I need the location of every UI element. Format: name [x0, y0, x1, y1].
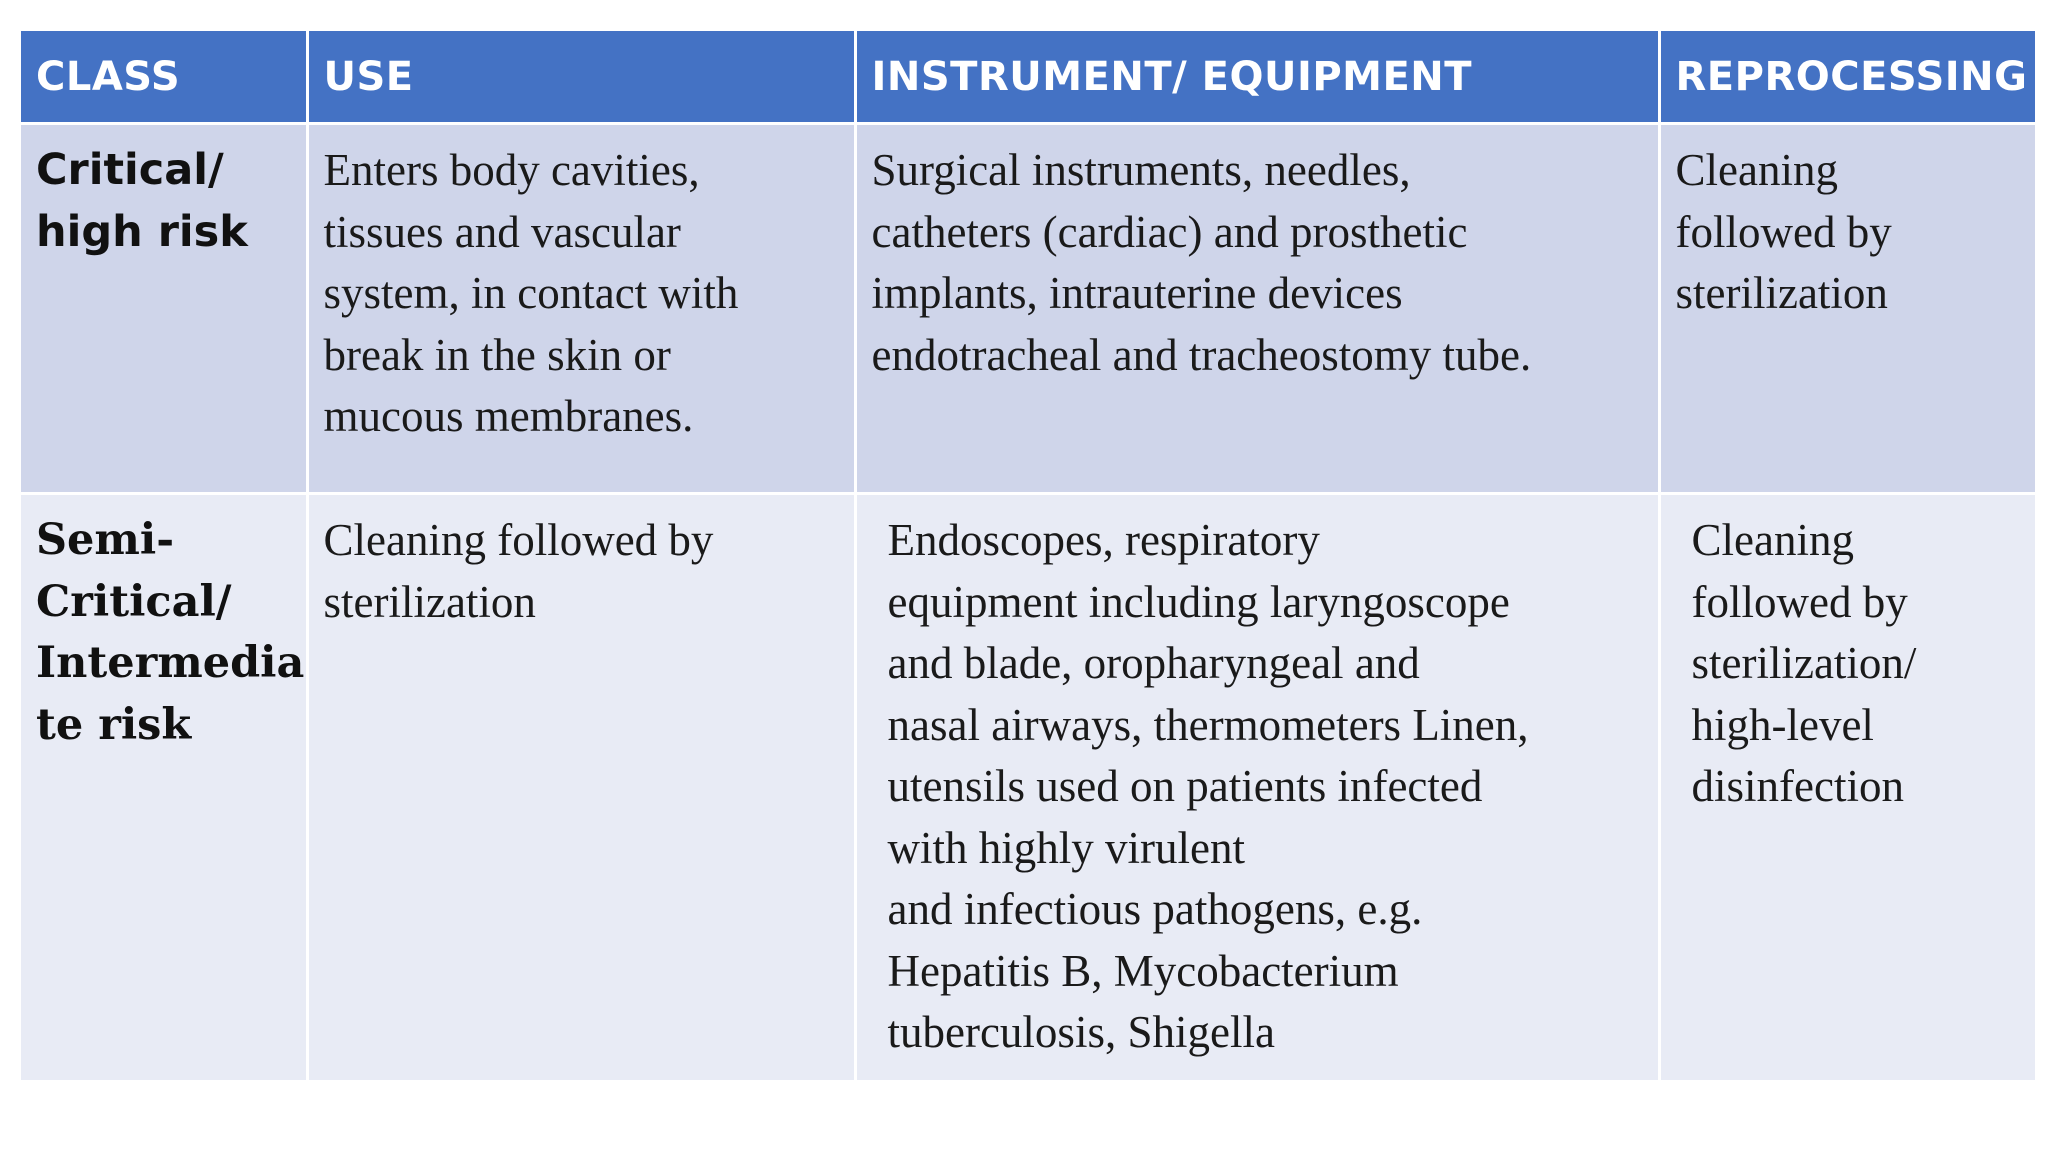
- reprocessing-line: followed by: [1691, 576, 1908, 627]
- table-header-row: [21, 31, 2035, 124]
- class-line: Critical/: [36, 576, 232, 627]
- use-line: break in the skin or: [323, 329, 671, 380]
- instrument-cell: [855, 494, 1659, 1082]
- use-line: Cleaning followed by: [323, 515, 714, 565]
- use-line: tissues and vascular: [323, 206, 681, 257]
- class-cell: [21, 124, 307, 494]
- table-row-semi-critical: [21, 494, 2035, 1082]
- table-row-critical: [21, 124, 2035, 494]
- class-line: Critical/: [36, 145, 224, 195]
- spaulding-classification-table: [21, 31, 2035, 1083]
- use-line: sterilization: [323, 576, 536, 627]
- use-line: system, in contact with: [323, 268, 739, 318]
- use-cell: [307, 494, 855, 1082]
- reprocessing-line: Cleaning: [1675, 145, 1838, 195]
- reprocessing-cell: [1659, 494, 2035, 1082]
- reprocessing-line: Cleaning: [1691, 515, 1854, 565]
- instrument-line: Endoscopes, respiratory: [887, 515, 1320, 565]
- class-cell: [21, 494, 307, 1082]
- instrument-line: implants, intrauterine devices: [871, 268, 1403, 318]
- header-use: USE: [307, 31, 855, 124]
- class-line: te risk: [36, 699, 192, 750]
- instrument-line: and blade, oropharyngeal and: [887, 638, 1420, 688]
- instrument-line: nasal airways, thermometers Linen,: [887, 699, 1529, 750]
- use-cell: [307, 124, 855, 494]
- instrument-line: Hepatitis B, Mycobacterium: [887, 945, 1399, 996]
- instrument-line: equipment including laryngoscope: [887, 576, 1510, 627]
- instrument-line: utensils used on patients infected: [887, 761, 1483, 811]
- instrument-cell: [855, 124, 1659, 494]
- header-class: CLASS: [21, 31, 307, 124]
- instrument-line: tuberculosis, Shigella: [887, 1007, 1275, 1057]
- header-reprocessing: REPROCESSING: [1659, 31, 2035, 124]
- reprocessing-line: high-level: [1691, 699, 1874, 750]
- instrument-line: catheters (cardiac) and prosthetic: [871, 206, 1468, 257]
- reprocessing-line: disinfection: [1691, 761, 1904, 811]
- reprocessing-cell: [1659, 124, 2035, 494]
- class-line: Semi-: [36, 515, 175, 565]
- reprocessing-line: sterilization: [1675, 268, 1888, 318]
- instrument-line: with highly virulent: [887, 822, 1245, 873]
- header-instrument-equipment: INSTRUMENT/ EQUIPMENT: [855, 31, 1659, 124]
- class-line: Intermedia: [36, 638, 305, 688]
- instrument-line: Surgical instruments, needles,: [871, 145, 1411, 195]
- instrument-line: and infectious pathogens, e.g.: [887, 884, 1423, 934]
- use-line: mucous membranes.: [323, 391, 694, 441]
- use-line: Enters body cavities,: [323, 145, 700, 195]
- class-line: high risk: [36, 206, 248, 257]
- reprocessing-line: sterilization/: [1691, 638, 1917, 688]
- instrument-line: endotracheal and tracheostomy tube.: [871, 329, 1532, 380]
- reprocessing-line: followed by: [1675, 206, 1892, 257]
